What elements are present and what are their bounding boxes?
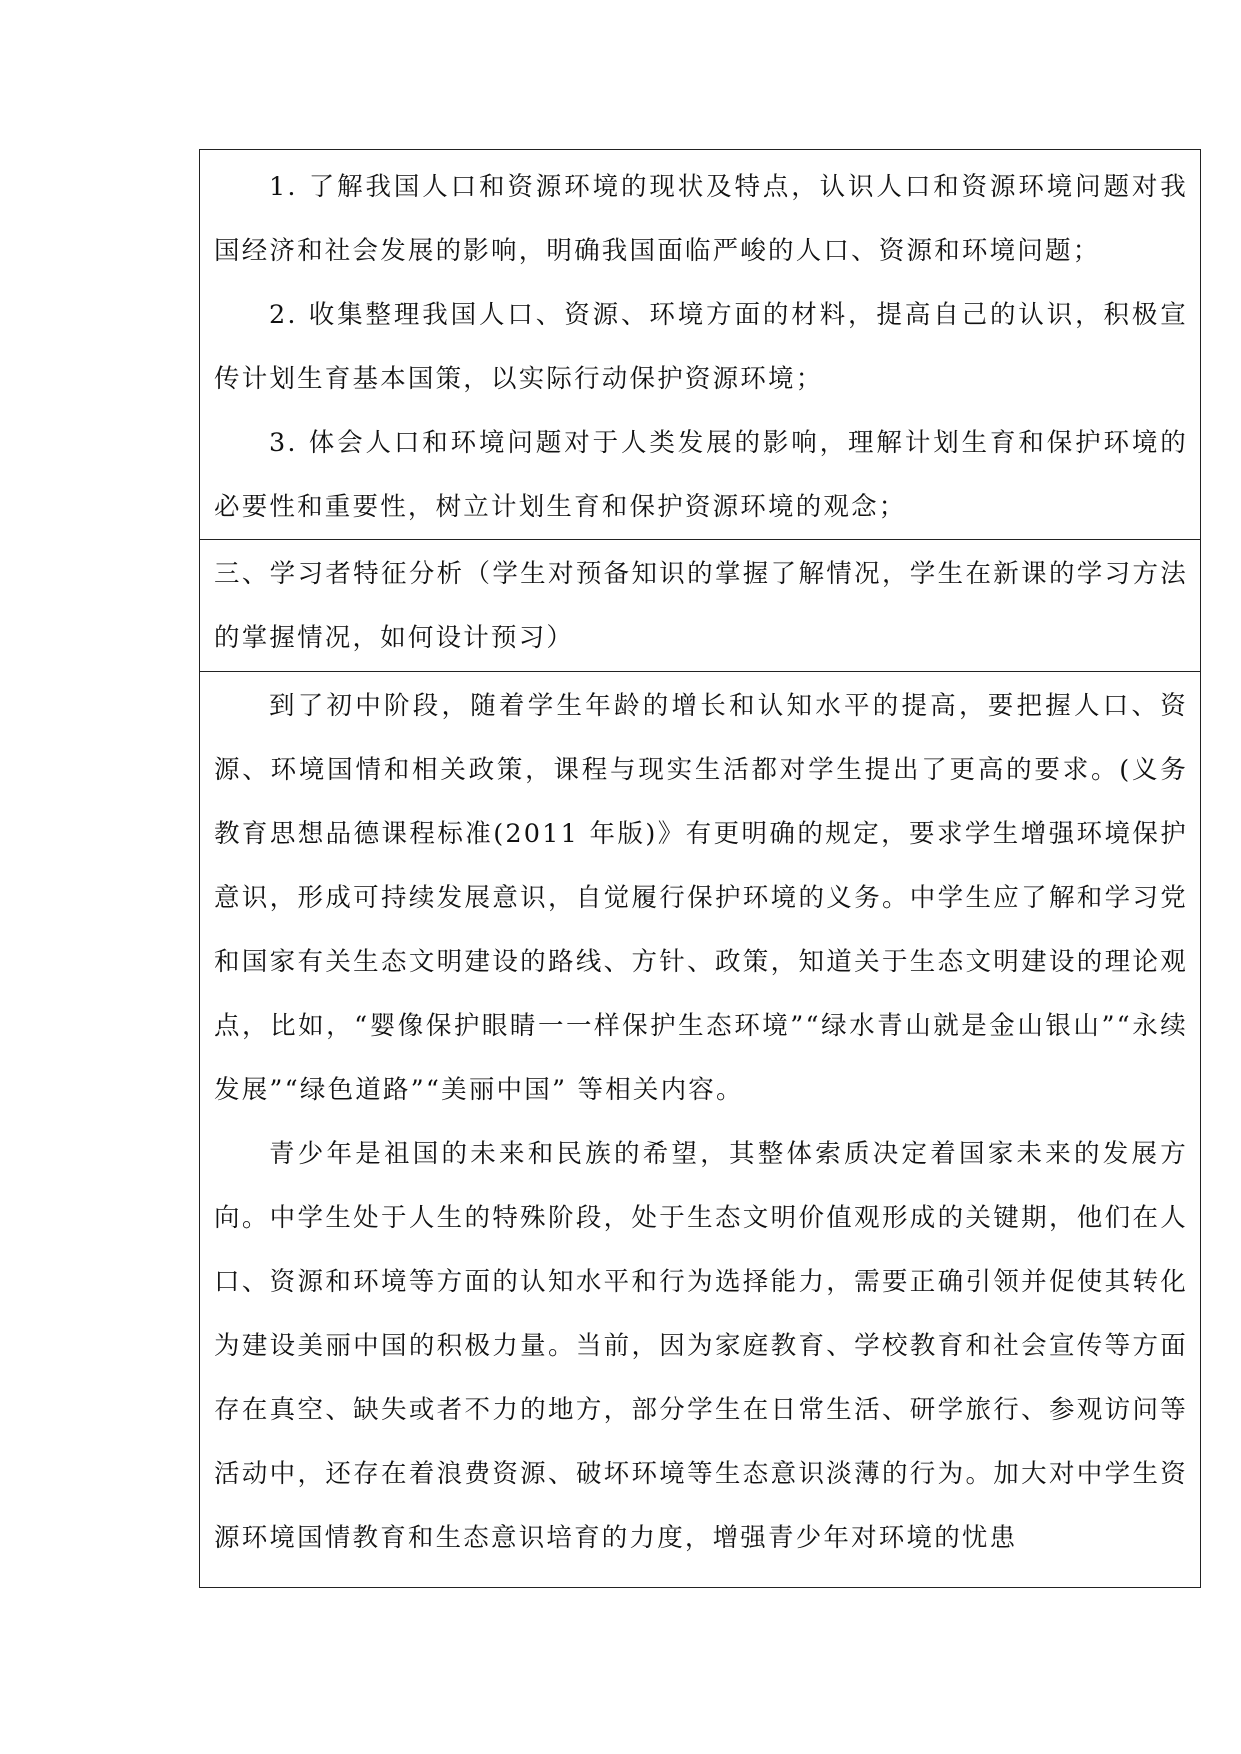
objective-item: 1. 了解我国人口和资源环境的现状及特点，认识人口和资源环境问题对我国经济和社会发展的影响，明确我国面临严峻的人口、资源和环境问题； — [214, 172, 1188, 266]
objective-item: 3. 体会人口和环境问题对于人类发展的影响，理解计划生育和保护环境的必要性和重要性，树立计划生育和保护资源环境的观念； — [214, 428, 1188, 522]
objectives-cell — [200, 150, 1200, 540]
analysis-paragraph: 青少年是祖国的未来和民族的希望，其整体索质决定着国家未来的发展方向。中学生处于人生的特殊阶段，处于生态文明价值观形成的关键期，他们在人口、资源和环境等方面的认知水平和行为选择能力，需要正确引领并促使其转化为建设美丽中国的积极力量。当前，因为家庭教育、学校教育和社会宣传等方面存在真空、缺失或者不力的地方，部分学生在日常生活、研学旅行、参观访问等活动中，还存在着浪费资源、破坏环境等生态意识淡薄的行为。加大对中学生资源环境国情教育和生态意识培育的力度，增强青少年对环境的忧患 — [214, 1139, 1188, 1553]
learner-analysis-cell — [200, 672, 1200, 1587]
section-heading: 三、学习者特征分析（学生对预备知识的掌握了解情况，学生在新课的学习方法的掌握情况，如何设计预习） — [214, 559, 1188, 653]
section-heading-cell — [200, 540, 1200, 672]
document-table — [199, 149, 1201, 1588]
objective-item: 2. 收集整理我国人口、资源、环境方面的材料，提高自己的认识，积极宣传计划生育基本国策，以实际行动保护资源环境； — [214, 300, 1188, 394]
analysis-paragraph: 到了初中阶段，随着学生年龄的增长和认知水平的提高，要把握人口、资源、环境国情和相关政策，课程与现实生活都对学生提出了更高的要求。(义务教育思想品德课程标准(2011 年版)》有更明确的规定，要求学生增强环境保护意识，形成可持续发展意识，自觉履行保护环境的义务。中学生应了解和学习党和国家有关生态文明建设的路线、方针、政策，知道关于生态文明建设的理论观点，比如，“婴像保护眼睛一一样保护生态环境”“绿水青山就是金山银山”“永续发展”“绿色道路”“美丽中国” 等相关内容。 — [214, 691, 1188, 1105]
